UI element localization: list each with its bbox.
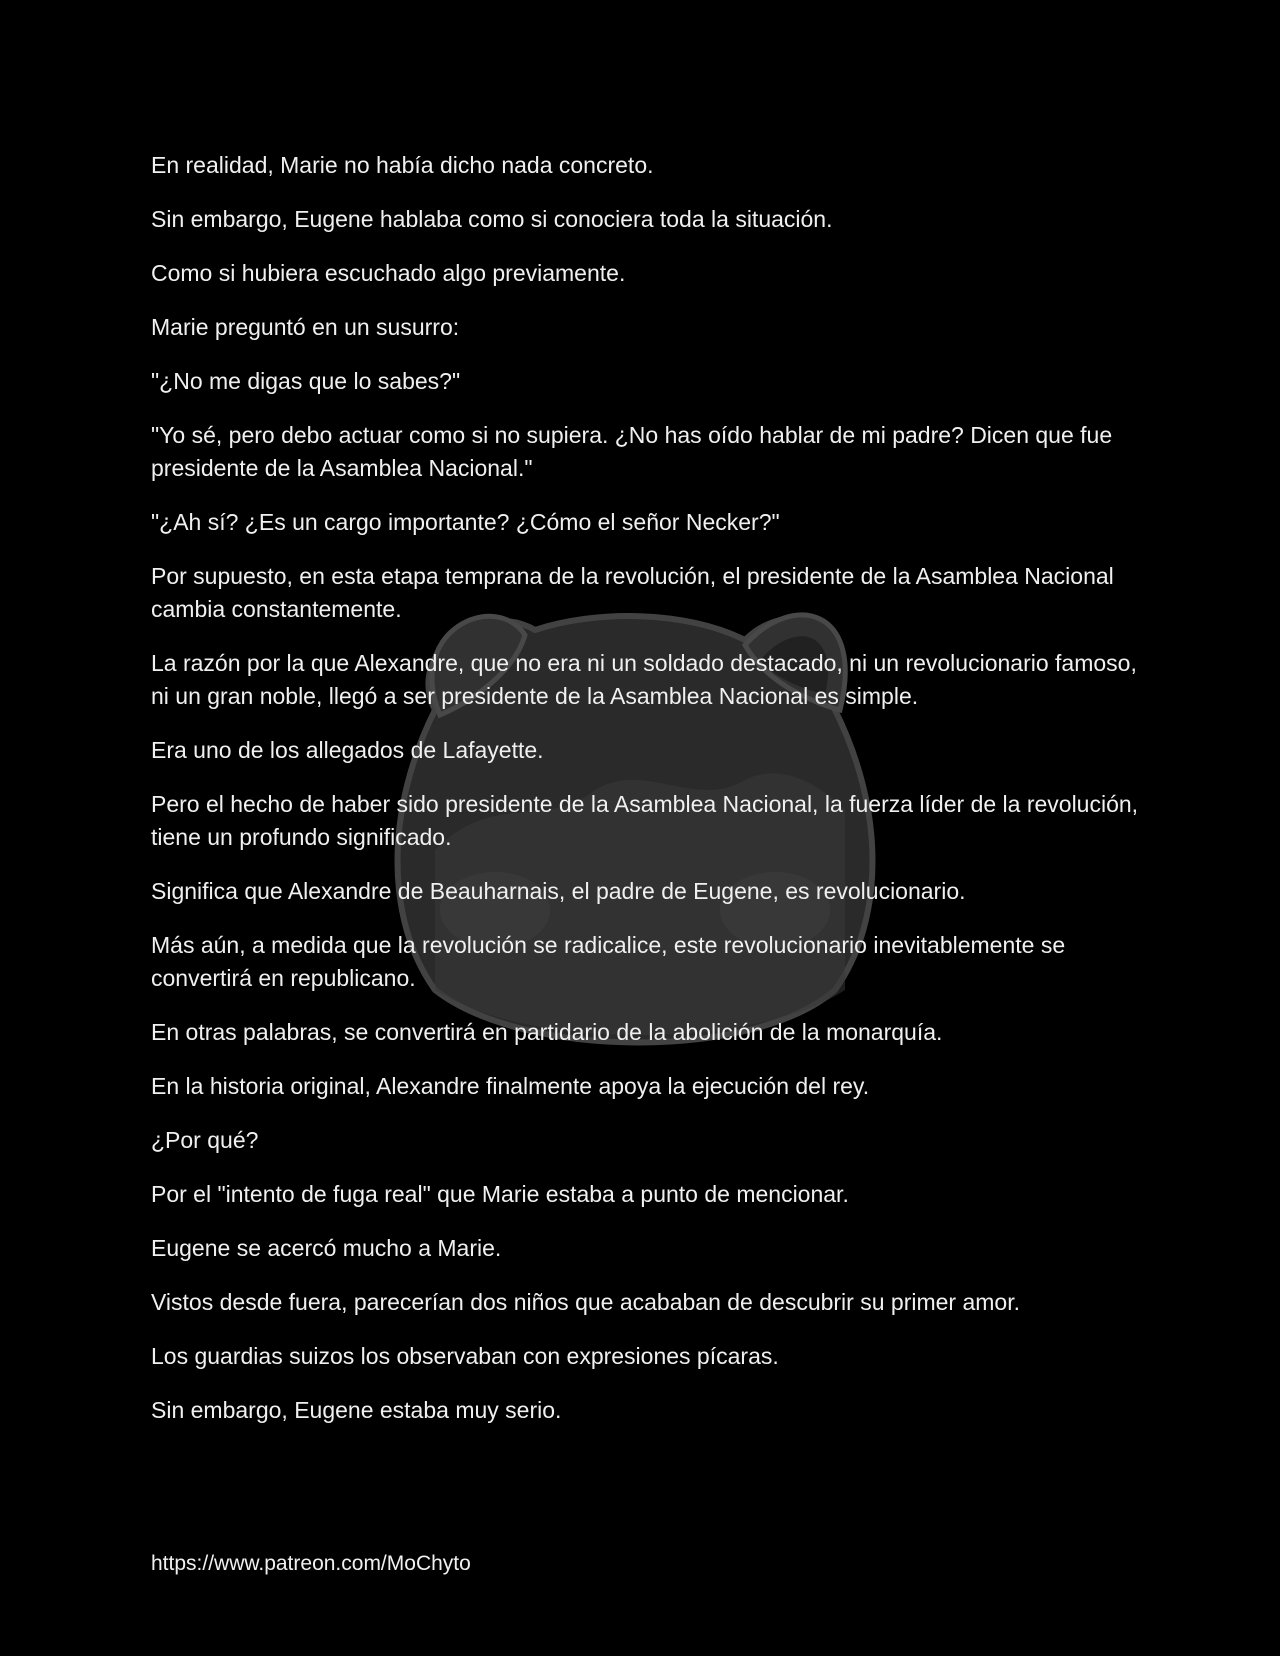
document-body (151, 149, 1141, 1448)
paragraph: Vistos desde fuera, parecerían dos niños que acababan de descubrir su primer amor. (151, 1289, 1020, 1315)
paragraph: Como si hubiera escuchado algo previamente. (151, 260, 626, 286)
paragraph: Los guardias suizos los observaban con expresiones pícaras. (151, 1343, 779, 1369)
paragraph: Más aún, a medida que la revolución se radicalice, este revolucionario inevitablemente se convertirá en republicano. (151, 932, 1066, 991)
paragraph: Sin embargo, Eugene hablaba como si conociera toda la situación. (151, 206, 833, 232)
paragraph: Era uno de los allegados de Lafayette. (151, 737, 544, 763)
paragraph: Marie preguntó en un susurro: (151, 314, 460, 340)
paragraph: Sin embargo, Eugene estaba muy serio. (151, 1397, 562, 1423)
patreon-link[interactable]: https://www.patreon.com/MoChyto (151, 1552, 471, 1575)
paragraph: En otras palabras, se convertirá en partidario de la abolición de la monarquía. (151, 1019, 943, 1045)
paragraph: "¿Ah sí? ¿Es un cargo importante? ¿Cómo el señor Necker?" (151, 509, 780, 535)
paragraph: ¿Por qué? (151, 1127, 259, 1153)
paragraph: Eugene se acercó mucho a Marie. (151, 1235, 502, 1261)
paragraph: La razón por la que Alexandre, que no era ni un soldado destacado, ni un revolucionario famoso, ni un gran noble, llegó a ser presidente de la Asamblea Nacional es simple. (151, 650, 1137, 709)
paragraph: Por supuesto, en esta etapa temprana de la revolución, el presidente de la Asamblea Nacional cambia constantemente. (151, 563, 1114, 622)
paragraph: Pero el hecho de haber sido presidente de la Asamblea Nacional, la fuerza líder de la revolución, tiene un profundo significado. (151, 791, 1139, 850)
paragraph: En realidad, Marie no había dicho nada concreto. (151, 152, 654, 178)
paragraph: Significa que Alexandre de Beauharnais, el padre de Eugene, es revolucionario. (151, 878, 966, 904)
paragraph: En la historia original, Alexandre finalmente apoya la ejecución del rey. (151, 1073, 870, 1099)
paragraph: Por el "intento de fuga real" que Marie estaba a punto de mencionar. (151, 1181, 849, 1207)
paragraph: "Yo sé, pero debo actuar como si no supiera. ¿No has oído hablar de mi padre? Dicen que fue presidente de la Asamblea Nacional." (151, 422, 1113, 481)
paragraph: "¿No me digas que lo sabes?" (151, 368, 461, 394)
